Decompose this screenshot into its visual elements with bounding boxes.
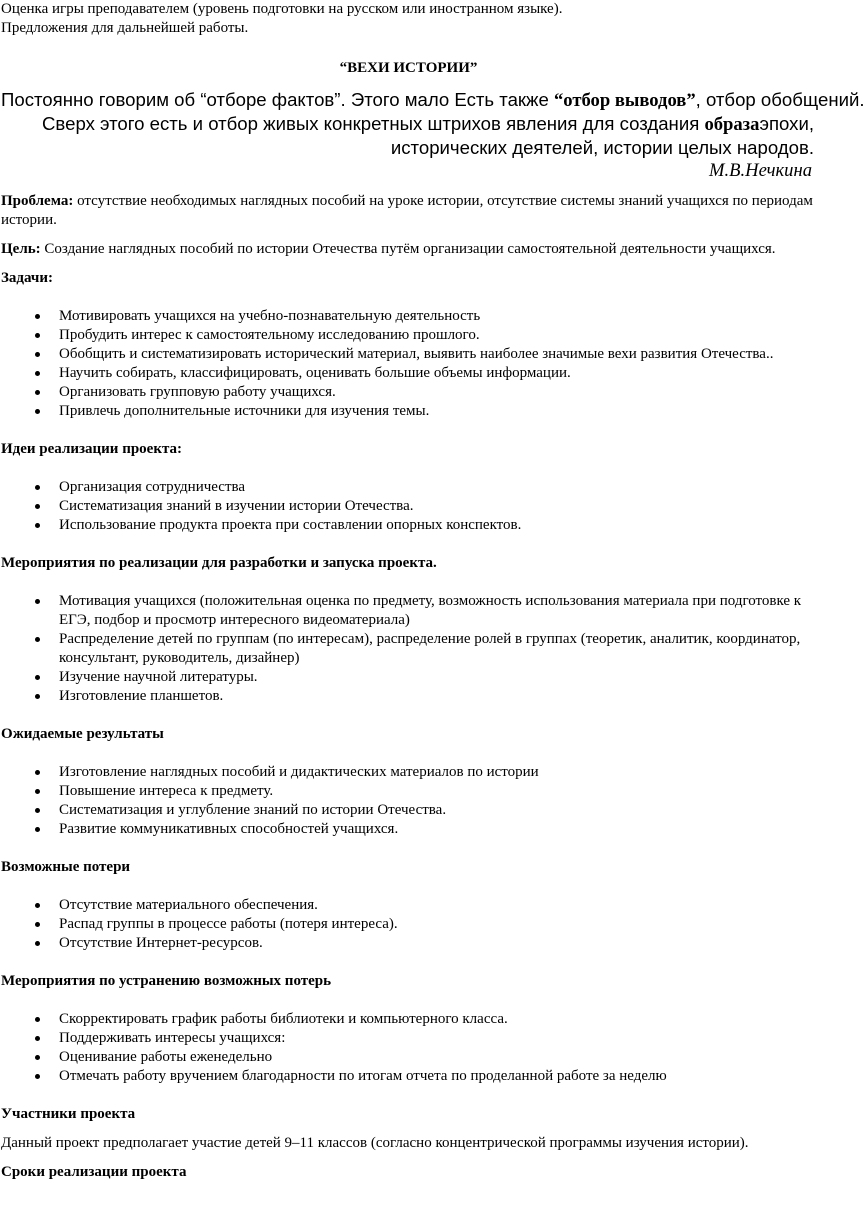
epigraph-line-1 [1,88,865,112]
epigraph-line-3: исторических деятелей, истории целых народов. [390,137,814,158]
list-item: Распределение детей по группам (по интересам), распределение ролей в группах (теоретик, аналитик, координатор, консультант, руководитель, дизайнер) [59,630,816,668]
problem-text: отсутствие необходимых наглядных пособий на уроке истории, отсутствие системы знаний учащихся по периодам истории. [1,193,813,228]
timeline-heading: Сроки реализации проекта [1,1164,187,1180]
events-list [1,592,816,706]
results-heading: Ожидаемые результаты [1,726,164,742]
intro-line-2: Предложения для дальнейшей работы. [1,20,249,36]
goal-paragraph [1,240,816,259]
list-item: Изготовление планшетов. [59,687,816,706]
list-item: Организовать групповую работу учащихся. [59,383,816,402]
events-heading: Мероприятия по реализации для разработки и запуска проекта. [1,555,437,571]
intro-line-1: Оценка игры преподавателем (уровень подготовки на русском или иностранном языке). [1,1,563,17]
list-item: Научить собирать, классифицировать, оценивать большие объемы информации. [59,364,816,383]
list-item: Повышение интереса к предмету. [59,782,816,801]
epigraph-text: эпохи, [759,113,814,134]
list-item: Скорректировать график работы библиотеки и компьютерного класса. [59,1010,816,1029]
list-item: Систематизация знаний в изучении истории Отечества. [59,497,816,516]
losses-heading: Возможные потери [1,859,131,875]
epigraph-author: М.В.Нечкина [709,160,812,181]
tasks-list [1,307,816,421]
list-item: Отсутствие материального обеспечения. [59,896,816,915]
list-item: Систематизация и углубление знаний по истории Отечества. [59,801,816,820]
epigraph [1,88,865,182]
goal-text: Создание наглядных пособий по истории Отечества путём организации самостоятельной деятельности учащихся. [40,241,776,257]
goal-label: Цель: [1,241,41,257]
list-item: Развитие коммуникативных способностей учащихся. [59,820,816,839]
remedies-heading: Мероприятия по устранению возможных потерь [1,973,332,989]
participants-heading: Участники проекта [1,1106,136,1122]
list-item: Привлечь дополнительные источники для изучения темы. [59,402,816,421]
ideas-list [1,478,816,535]
epigraph-text: Сверх этого есть и отбор живых конкретных штрихов явления для создания [42,113,705,134]
list-item: Пробудить интерес к самостоятельному исследованию прошлого. [59,326,816,345]
list-item: Использование продукта проекта при составлении опорных конспектов. [59,516,816,535]
epigraph-bold: образа [704,114,760,135]
participants-text: Данный проект предполагает участие детей 9–11 классов (согласно концентрической программы изучения истории). [1,1135,749,1151]
list-item: Изучение научной литературы. [59,668,816,687]
list-item: Распад группы в процессе работы (потеря интереса). [59,915,816,934]
losses-list [1,896,816,953]
remedies-list [1,1010,816,1086]
list-item: Обобщить и систематизировать исторический материал, выявить наиболее значимые вехи развития Отечества.. [59,345,816,364]
ideas-heading: Идеи реализации проекта: [1,441,183,457]
problem-label: Проблема: [1,193,74,209]
list-item: Отсутствие Интернет-ресурсов. [59,934,816,953]
project-title: “ВЕХИ ИСТОРИИ” [339,60,478,76]
results-list [1,763,816,839]
list-item: Организация сотрудничества [59,478,816,497]
tasks-heading: Задачи: [1,270,54,286]
list-item: Мотивация учащихся (положительная оценка по предмету, возможность использования материала при подготовке к ЕГЭ, подбор и просмотр интересного видеоматериала) [59,592,816,630]
list-item: Мотивировать учащихся на учебно-познавательную деятельность [59,307,816,326]
problem-paragraph [1,192,816,230]
epigraph-text: Постоянно говорим об “отборе фактов”. Этого мало Есть также [1,89,554,110]
epigraph-text: , отбор обобщений. [695,89,865,110]
list-item: Изготовление наглядных пособий и дидактических материалов по истории [59,763,816,782]
epigraph-bold: “отбор выводов” [554,90,696,111]
list-item: Отмечать работу вручением благодарности по итогам отчета по проделанной работе за неделю [59,1067,816,1086]
epigraph-line-2 [1,112,814,136]
list-item: Оценивание работы еженедельно [59,1048,816,1067]
list-item: Поддерживать интересы учащихся: [59,1029,816,1048]
